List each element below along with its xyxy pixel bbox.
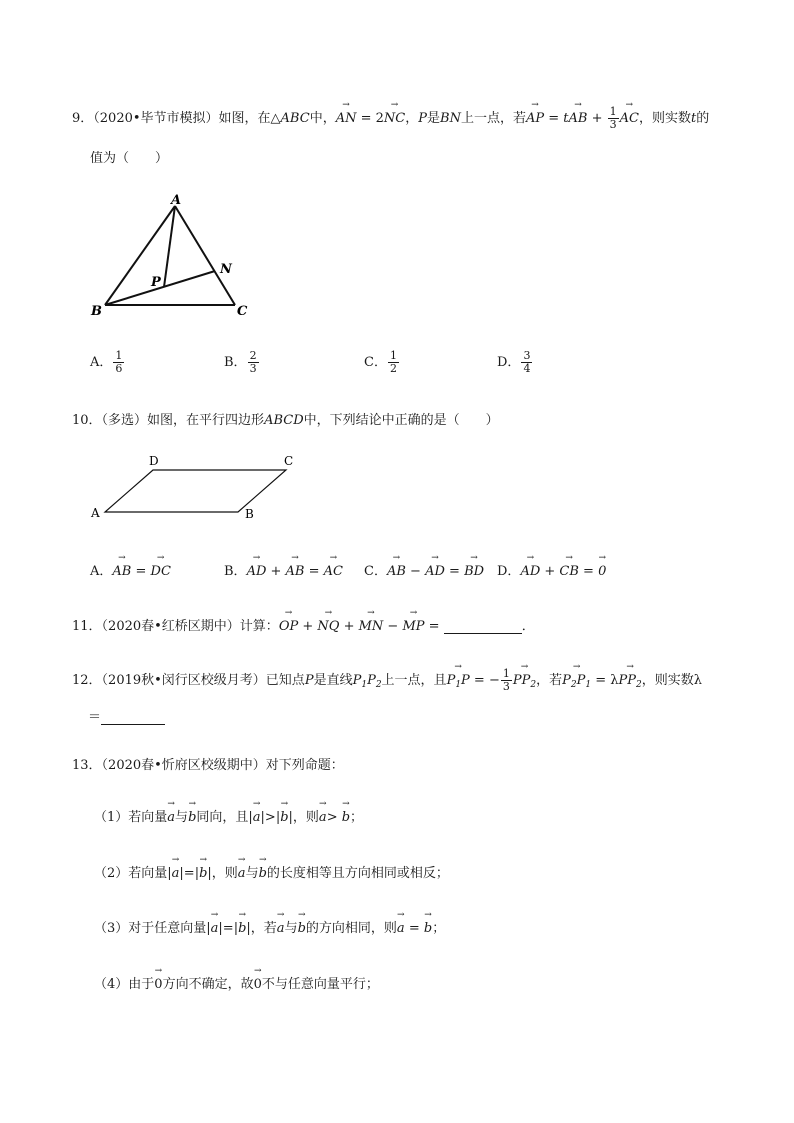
q9-text: 如图，在△	[218, 111, 281, 126]
label-c: C	[237, 304, 248, 319]
operator: −	[383, 619, 403, 634]
item-text: 与	[175, 810, 189, 825]
operator: +	[266, 564, 286, 579]
q10-option-b[interactable]	[224, 560, 343, 579]
q12-text: ，则实数λ	[641, 673, 702, 688]
q10-option-c[interactable]	[364, 560, 484, 579]
item-text: |=|	[218, 921, 239, 936]
q9-triangle-figure	[85, 188, 260, 323]
q12-text: 是直线	[313, 673, 353, 688]
vector-a: → a	[319, 808, 327, 825]
q9-text: ，	[405, 111, 419, 126]
q10-parallelogram-figure	[88, 452, 303, 524]
q10-option-d[interactable]	[497, 560, 606, 579]
option-label: A．	[90, 564, 113, 579]
option-label: A．	[90, 355, 113, 370]
q12-text: 上一点，且	[381, 673, 447, 688]
q9-text: 的	[696, 111, 710, 126]
vec-part: PP	[618, 673, 636, 688]
vector-ab: → AB	[286, 562, 305, 579]
q13-number: 13．	[72, 758, 102, 773]
option-label: C．	[364, 355, 387, 370]
item-text: （4）由于	[94, 977, 155, 992]
q11-line1	[72, 615, 535, 634]
q9-number: 9．	[72, 111, 94, 126]
fraction-den: 3	[609, 118, 617, 131]
zero-vector: → 0	[254, 975, 262, 992]
fraction	[113, 350, 124, 375]
q10-option-a[interactable]	[90, 560, 171, 579]
q12-line1	[72, 668, 702, 693]
zero-vector: → 0	[154, 975, 162, 992]
option-label: D．	[497, 564, 521, 579]
vector-b: → b	[199, 864, 207, 881]
vector-ad: → AD	[247, 562, 267, 579]
vector-a: → a	[238, 864, 246, 881]
vector-ab: → AB	[387, 562, 406, 579]
operator: = λ	[591, 673, 619, 688]
vector-dc: → DC	[151, 562, 171, 579]
vector-p1p	[447, 671, 470, 690]
item-text: （1）若向量	[94, 810, 168, 825]
vector-ap: → AP	[526, 109, 544, 126]
fraction-num: 1	[609, 105, 617, 118]
item-text: ；	[350, 810, 364, 825]
q10-line1	[72, 409, 499, 428]
vector-b: → b	[238, 919, 246, 936]
vector-nc: → NC	[384, 109, 405, 126]
segment-bn: BN	[440, 111, 461, 126]
zero-vector: → 0	[598, 562, 606, 579]
q9-option-a[interactable]	[90, 350, 125, 375]
fraction	[501, 668, 512, 693]
operator: =	[304, 564, 324, 579]
var-t: t	[690, 111, 697, 126]
operator: +	[540, 564, 560, 579]
q12-source: （2019秋•闵行区校级月考）已知点	[101, 673, 305, 688]
vector-b: → b	[298, 919, 306, 936]
vector-ac: → AC	[620, 109, 639, 126]
fraction-num: 1	[502, 667, 510, 680]
q12-text: ，若	[536, 673, 563, 688]
q9-text: = 2	[356, 111, 384, 126]
operator: +	[298, 619, 318, 634]
label-a: A	[91, 506, 100, 520]
item-text: （2）若向量|	[94, 866, 172, 881]
q9-line2: 值为（ ）	[90, 151, 169, 166]
fraction-num: 2	[249, 349, 257, 362]
vector-b: → b	[342, 808, 350, 825]
fraction-den: 3	[249, 362, 257, 375]
side-ab	[105, 206, 175, 305]
q13-item-1	[94, 806, 363, 825]
item-text: 不与任意向量平行；	[261, 977, 379, 992]
vector-p2p1	[562, 671, 591, 690]
fraction	[388, 350, 399, 375]
q12-line2	[88, 706, 165, 725]
vec-part: PP	[512, 673, 531, 688]
item-text: |，则	[288, 810, 319, 825]
operator: +	[339, 619, 359, 634]
label-b: B	[245, 507, 254, 521]
q9-source: （2020•毕节市模拟）	[93, 111, 219, 126]
q13-item-3	[94, 917, 445, 936]
item-text: =	[404, 921, 424, 936]
answer-blank[interactable]	[444, 619, 522, 634]
q9-option-b[interactable]	[224, 350, 260, 375]
subscript: 1	[585, 680, 592, 690]
item-text: 的长度相等且方向相同或相反；	[266, 866, 449, 881]
operator: =	[424, 619, 444, 634]
q12-number: 12．	[72, 673, 102, 688]
vector-nq: → NQ	[317, 617, 339, 634]
vector-bd: → BD	[464, 562, 484, 579]
item-text: |，则	[207, 866, 238, 881]
fraction-num: 1	[389, 349, 397, 362]
item-text: 的方向相同，则	[305, 921, 397, 936]
option-label: D．	[497, 355, 521, 370]
point-p: P	[418, 111, 427, 126]
subscript: 1	[455, 680, 462, 690]
label-c: C	[284, 454, 294, 468]
item-text: >	[326, 810, 342, 825]
q13-line1	[72, 754, 344, 773]
fraction-den: 4	[523, 362, 531, 375]
item-text: |>|	[260, 810, 281, 825]
q9-text: 中，	[309, 111, 336, 126]
fraction	[248, 350, 259, 375]
point-p: P	[304, 673, 314, 688]
fraction	[521, 350, 532, 375]
q10-text: （多选）如图，在平行四边形	[101, 413, 265, 428]
label-p: P	[151, 275, 161, 290]
fraction-num: 1	[115, 349, 123, 362]
label-b: B	[91, 304, 102, 319]
q11-source: （2020春•红桥区期中）计算：	[101, 619, 279, 634]
label-n: N	[220, 262, 232, 277]
item-text: ；	[432, 921, 446, 936]
vector-a: → a	[397, 919, 405, 936]
fraction-den: 6	[115, 362, 123, 375]
item-text: 同向，且|	[196, 810, 253, 825]
item-text: 与	[245, 866, 259, 881]
option-label: B．	[224, 564, 247, 579]
vector-b: → b	[280, 808, 288, 825]
q9-text: 上一点，若	[460, 111, 526, 126]
option-label: C．	[364, 564, 387, 579]
vec-part: P	[446, 673, 456, 688]
item-text: |，若	[246, 921, 277, 936]
vector-a: → a	[253, 808, 261, 825]
side-ac	[175, 206, 235, 305]
subscript: 2	[530, 680, 537, 690]
q11-text: ．	[521, 619, 535, 634]
fraction	[608, 106, 619, 131]
operator: −	[405, 564, 426, 579]
vector-a: → a	[277, 919, 285, 936]
triangle-name: ABC	[280, 111, 310, 126]
operator: = −	[469, 673, 500, 688]
vector-ad: → AD	[425, 562, 445, 579]
q12-text: ＝	[88, 710, 102, 725]
vector-ac: → AC	[324, 562, 343, 579]
item-text: 方向不确定，故	[162, 977, 254, 992]
subscript: 2	[375, 680, 382, 690]
q9-text: 是	[427, 111, 441, 126]
vector-ad: → AD	[520, 562, 540, 579]
vector-b: → b	[424, 919, 432, 936]
vec-part: P	[562, 673, 571, 688]
item-text: （3）对于任意向量|	[94, 921, 211, 936]
fraction-num: 3	[523, 349, 531, 362]
vector-b: → b	[259, 864, 267, 881]
q9-text: ，则实数	[638, 111, 691, 126]
vector-mn: → MN	[359, 617, 384, 634]
vec-part: P	[461, 673, 470, 688]
q13-item-4	[94, 973, 379, 992]
fraction-den: 2	[389, 362, 397, 375]
operator: =	[131, 564, 151, 579]
vector-op: → OP	[279, 617, 298, 634]
q13-source: （2020春•忻府区校级期中）对下列命题：	[101, 758, 344, 773]
q10-text: 中，下列结论中正确的是（ ）	[303, 413, 499, 428]
vector-mp: → MP	[402, 617, 424, 634]
q9-text: = t	[544, 111, 569, 126]
vec-part: P	[576, 673, 586, 688]
vector-a: → a	[167, 808, 175, 825]
operator: =	[444, 564, 465, 579]
parallelogram-shape	[105, 470, 286, 512]
line-point: P	[367, 673, 376, 688]
operator: =	[578, 564, 599, 579]
q9-line1	[72, 106, 709, 131]
vector-b: → b	[188, 808, 196, 825]
line-point: P	[352, 673, 362, 688]
vector-pp2	[618, 671, 641, 690]
label-a: A	[171, 193, 182, 208]
item-text: 与	[284, 921, 298, 936]
vector-ab: → AB	[569, 109, 588, 126]
q9-option-c[interactable]	[364, 350, 400, 375]
parallelogram-name: ABCD	[264, 413, 304, 428]
q11-number: 11．	[72, 619, 102, 634]
item-text: |=|	[179, 866, 200, 881]
vector-a: → a	[211, 919, 219, 936]
q10-number: 10．	[72, 413, 102, 428]
vector-ab: → AB	[112, 562, 131, 579]
vector-a: → a	[172, 864, 180, 881]
vector-an: → AN	[336, 109, 357, 126]
q9-text: +	[587, 111, 607, 126]
subscript: 2	[635, 680, 642, 690]
q9-option-d[interactable]	[497, 350, 533, 375]
answer-blank[interactable]	[101, 710, 165, 725]
vector-pp2	[513, 671, 536, 690]
vector-cb: → CB	[559, 562, 579, 579]
fraction-den: 3	[502, 680, 510, 693]
option-label: B．	[224, 355, 247, 370]
label-d: D	[149, 454, 159, 468]
subscript: 1	[361, 680, 368, 690]
q13-item-2	[94, 862, 449, 881]
subscript: 2	[570, 680, 577, 690]
